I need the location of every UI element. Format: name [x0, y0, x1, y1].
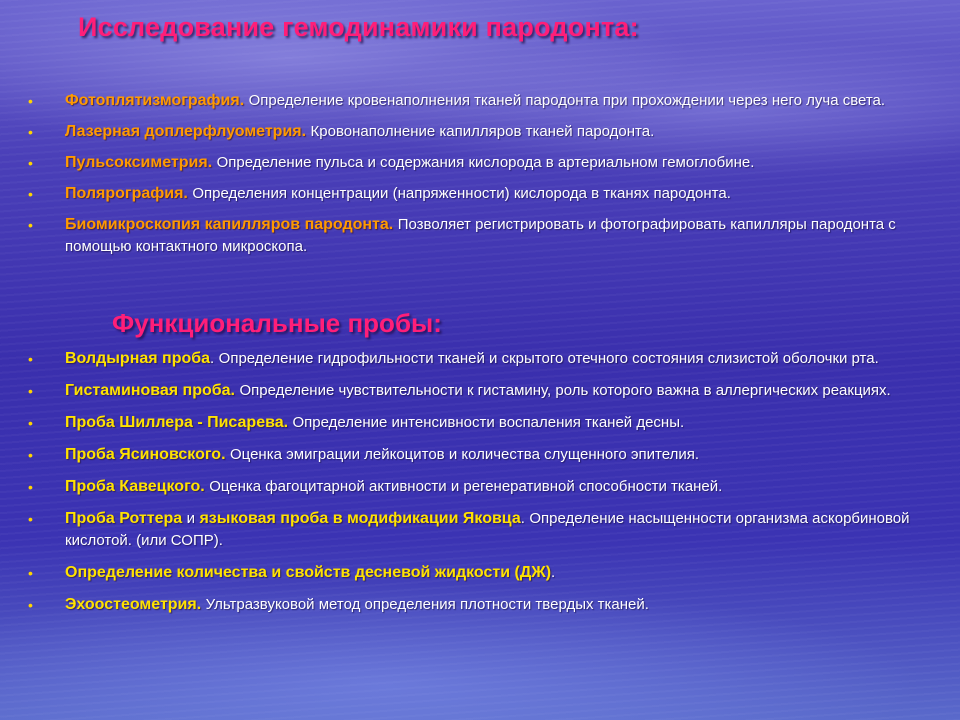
method-term: Полярография. [65, 185, 188, 202]
bullet-icon: • [28, 186, 33, 202]
list-item [28, 214, 928, 258]
list-item [28, 183, 928, 205]
test-term: Волдырная проба [65, 350, 211, 367]
list-item [28, 476, 928, 498]
test-desc: Определение насыщенности организма аскорбиновой кислотой. (или СОПР). [65, 510, 910, 549]
test-desc: Определение интенсивности воспаления тканей десны. [292, 414, 685, 431]
test-desc: Оценка фагоцитарной активности и регенеративной способности тканей. [209, 478, 723, 495]
test-term: Гистаминовая проба. [65, 382, 235, 399]
list-item [28, 380, 928, 402]
list-item [28, 90, 928, 112]
test-term: Определение количества и свойств десневой жидкости (ДЖ) [65, 564, 552, 581]
test-term-punct: . [551, 564, 556, 581]
method-desc: Определение пульса и содержания кислорода в артериальном гемоглобине. [216, 154, 755, 171]
method-desc: Кровонаполнение капилляров тканей пародонта. [310, 123, 655, 140]
test-term-secondary: языковая проба в модификации Яковца [199, 510, 521, 527]
list-item [28, 562, 928, 584]
bullet-icon: • [28, 447, 33, 463]
test-desc: Оценка эмиграции лейкоцитов и количества слущенного эпителия. [229, 446, 700, 463]
test-term: Проба Кавецкого. [65, 478, 205, 495]
slide-title: Исследование гемодинамики пародонта: [78, 12, 639, 42]
bullet-icon: • [28, 479, 33, 495]
functional-tests-list [28, 348, 928, 616]
method-term: Пульсоксиметрия. [65, 154, 213, 171]
section-subtitle: Функциональные пробы: [112, 308, 442, 338]
bullet-icon: • [28, 93, 33, 109]
test-desc: Определение гидрофильности тканей и скрытого отечного состояния слизистой оболочки рта. [218, 350, 879, 367]
test-term-punct: . [520, 510, 525, 527]
bullet-icon: • [28, 597, 33, 613]
test-desc: Ультразвуковой метод определения плотности твердых тканей. [205, 596, 649, 613]
bullet-icon: • [28, 217, 33, 233]
bullet-icon: • [28, 511, 33, 527]
list-item [28, 444, 928, 466]
test-term: Проба Шиллера - Писарева. [65, 414, 289, 431]
method-desc: Позволяет регистрировать и фотографировать капилляры пародонта с помощью контактного микроскопа. [65, 216, 896, 255]
method-desc: Определения концентрации (напряженности) кислорода в тканях пародонта. [192, 185, 731, 202]
list-item [28, 594, 928, 616]
test-term: Проба Ясиновского. [65, 446, 226, 463]
test-term: Проба Роттера [65, 510, 183, 527]
hemodynamics-methods-list [28, 90, 928, 258]
test-conjunction: и [186, 510, 196, 527]
list-item [28, 348, 928, 370]
bullet-icon: • [28, 383, 33, 399]
bullet-icon: • [28, 415, 33, 431]
bullet-icon: • [28, 124, 33, 140]
method-term: Биомикроскопия капилляров пародонта. [65, 216, 394, 233]
bullet-icon: • [28, 155, 33, 171]
method-term: Лазерная доплерфлуометрия. [65, 123, 307, 140]
bullet-icon: • [28, 565, 33, 581]
list-item [28, 412, 928, 434]
test-term-punct: . [210, 350, 215, 367]
test-desc: Определение чувствительности к гистамину, роль которого важна в аллергических реакциях. [239, 382, 891, 399]
bullet-icon: • [28, 351, 33, 367]
list-item [28, 508, 928, 552]
method-desc: Определение кровенаполнения тканей пародонта при прохождении через него луча света. [248, 92, 886, 109]
test-term: Эхоостеометрия. [65, 596, 202, 613]
method-term: Фотоплятизмография. [65, 92, 245, 109]
list-item [28, 152, 928, 174]
list-item [28, 121, 928, 143]
